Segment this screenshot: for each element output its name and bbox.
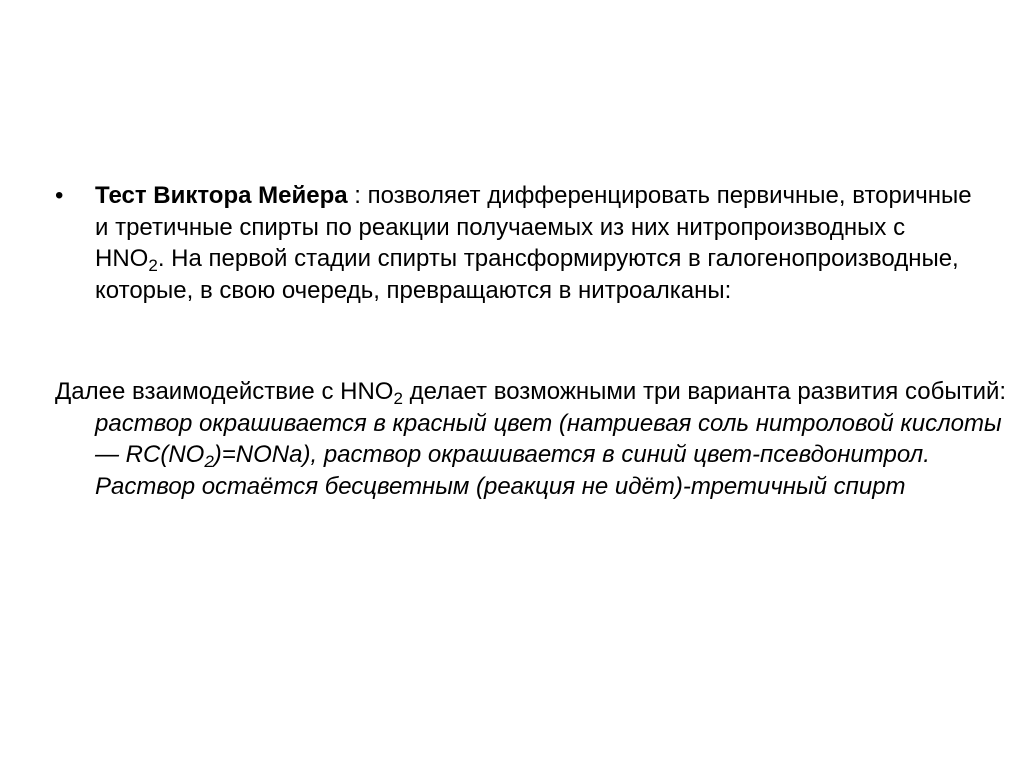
para-text-part1: Далее взаимодействие с HNO <box>55 378 394 405</box>
bullet-text-part1: : позволяет дифференцировать первичные, вторичные и третичные спирты по реакции получаемых из них нитропроизводных с HNO <box>95 182 972 272</box>
paragraph-reaction-outcomes <box>55 376 1015 502</box>
para-text-part2: делает возможными три варианта развития событий: <box>402 378 1007 405</box>
bullet-icon: • <box>55 182 64 209</box>
subscript: 2 <box>148 256 158 275</box>
term-heading: Тест Виктора Мейера <box>95 182 348 209</box>
bullet-text-part2: . На первой стадии спирты трансформируются в галогенопроизводные, которые, в свою очередь, превращаются в нитроалканы: <box>95 245 959 304</box>
para-italic-part2: )=NONa), раствор окрашивается в синий цвет-псевдонитрол. Раствор остаётся бесцветным (реакция не идёт)-третичный спирт <box>95 441 930 500</box>
para-italic-subscript: 2 <box>204 452 214 471</box>
para-italic-part1: раствор окрашивается в красный цвет (натриевая соль нитроловой кислоты — RC(NO <box>95 409 1002 468</box>
bullet-item-meyer-test <box>55 180 975 306</box>
subscript: 2 <box>393 389 403 408</box>
subscript <box>204 452 213 471</box>
